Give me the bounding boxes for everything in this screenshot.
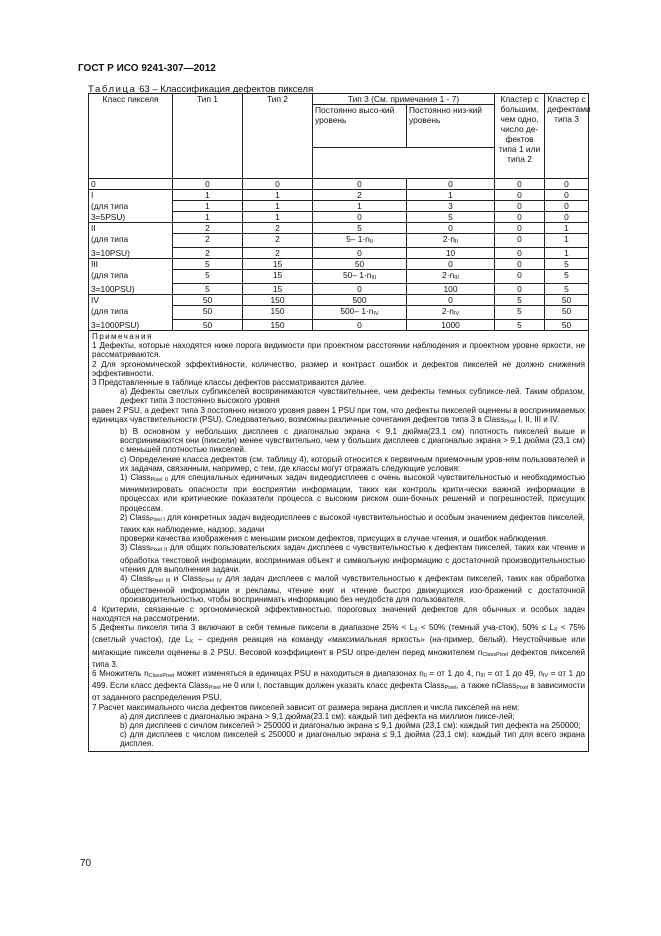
table-cell: 5 — [545, 259, 589, 270]
table-cell: 100 — [407, 284, 495, 295]
note-5: 5 Дефекты пикселя типа 3 включают в себя темные пиксели в диапазоне $25\% < L_X < 50\%$ (темный уча-сток), $50\% \le L_X < 75\%$ (светлый участок), где $L_X$ – средняя реакция на команду «максимальная яркость» (на-пример, белый). Неустойчивые или мигающие пиксели оценены в 2 PSU. Весовой коэффициент в PSU опре-делен перед множителем $n_{ClassPixel}$ дефектов пикселей типа 3. — [92, 623, 586, 669]
table-cell: 15 — [243, 259, 313, 270]
header-cluster-type3: Кластер с дефектами типа 3 — [545, 94, 589, 179]
table-cell: 0 — [313, 284, 407, 295]
table-cell: 1 — [243, 201, 313, 212]
table-cell: 50 — [173, 320, 243, 331]
header-type3-low: Постоянно низ-кий уровень — [407, 105, 495, 148]
row-class-label: 3=1000PSU) — [89, 320, 173, 331]
table-cell: 0 — [495, 259, 545, 270]
header-spacer — [313, 148, 495, 179]
table-cell: 0 — [407, 295, 495, 306]
table-cell: 15 — [243, 284, 313, 295]
table-notes — [89, 331, 589, 752]
pixel-defect-classification-table — [88, 93, 589, 752]
notes-heading: Примечания — [92, 332, 153, 341]
table-row — [89, 201, 589, 212]
header-type3: Тип 3 (См. примечания 1 - 7) — [313, 94, 495, 105]
table-cell: 1 — [243, 212, 313, 223]
page-number: 70 — [80, 858, 92, 869]
table-row — [89, 234, 589, 248]
table-cell: 0 — [407, 179, 495, 190]
table-cell: $2\cdot n_{II}$ — [407, 234, 495, 248]
note-3c-3: 3) Class$_{Pixel II}$ для общих пользовательских задач дисплеев с чувствительностью к дефектам пикселей, таких как чтение и обработка текстовой информации, воспринимая объект и символьную информацию с достаточной производительностью чтения для выполнения задачи. — [120, 543, 586, 574]
table-cell: 0 — [173, 179, 243, 190]
table-row — [89, 248, 589, 259]
table-cell: 0 — [545, 179, 589, 190]
row-class-label: 3=5PSU) — [89, 212, 173, 223]
row-class-label: (для типа — [89, 234, 173, 248]
table-cell: $2\cdot n_{III}$ — [407, 270, 495, 284]
note-3c: с) Определение класса дефектов (см. таблицу 4), который относится к первичным приемочным уров-ням пользователей и их задачам, связанным, например, с тем, где классы могут отражать следующие условия: — [120, 454, 586, 473]
row-class-label: (для типа — [89, 270, 173, 284]
table-row — [89, 190, 589, 201]
table-row — [89, 306, 589, 320]
table-cell: 1 — [407, 190, 495, 201]
note-1: 1 Дефекты, которые находятся ниже порога видимости при проектном расстоянии наблюдения и проектном уровне яркости, не рассматриваются. — [92, 341, 586, 360]
table-cell: 150 — [243, 306, 313, 320]
table-cell: 0 — [495, 190, 545, 201]
table-cell: 1 — [173, 190, 243, 201]
table-cell: 5 — [313, 223, 407, 234]
note-3b: b) В основном у небольших дисплеев с диагональю экрана < 9,1 дюйма(23.1 см) плотность пикселей выше и воспринимаются они (пиксели) менее чувствительно, чем у больших дисплеев с диагональю экрана > 9,1 дюйма (23,1 см) с меньшей плотностью пикселей. — [120, 427, 586, 455]
caption-word: Таблица — [88, 84, 137, 95]
table-cell: 0 — [313, 179, 407, 190]
table-cell: 10 — [407, 248, 495, 259]
table-cell: 1 — [173, 201, 243, 212]
table-cell: 1 — [313, 201, 407, 212]
table-cell: 2 — [173, 248, 243, 259]
table-row — [89, 295, 589, 306]
table-cell: 5 — [495, 295, 545, 306]
table-cell: 2 — [243, 234, 313, 248]
note-3c-4: 4) Class$_{Pixel III}$ и Class$_{Pixel IV}$ для задач дисплеев с малой чувствительностью к дефектам пикселей, таких как обработка общественной информации и рекламы, чтение книг и чтение быстро движущихся изо-бражений с достаточной производительностью, чтобы воспринимать информацию без неудобств для пользователя. — [120, 574, 586, 605]
table-cell: 2 — [173, 234, 243, 248]
table-cell: 5 — [407, 212, 495, 223]
table-cell: 5 — [495, 320, 545, 331]
note-7a: а) для дисплеев с диагональю экрана > 9,1 дюйма(23.1 см): каждый тип дефекта на миллион пиксе-лей; — [120, 711, 515, 721]
table-cell: 0 — [495, 284, 545, 295]
table-row — [89, 223, 589, 234]
note-3: 3 Представленные в таблице классы дефектов рассматриваются далее. — [92, 378, 367, 388]
document-header: ГОСТ Р ИСО 9241-307—2012 — [78, 63, 216, 74]
table-cell: 0 — [495, 234, 545, 248]
note-3a-part1: а) Дефекты светлых субпикселей воспринимаются чувствительнее, чем дефекты темных субпиксе-лей. Таким образом, дефект типа 3 постоянно высокого уровня — [120, 387, 586, 406]
note-2: 2 Для эргономической эффективности, количество, размер и контраст ошибок и дефектов пикселей не должно снижения эффективности. — [92, 359, 586, 378]
header-type1: Тип 1 — [173, 94, 243, 179]
table-row — [89, 259, 589, 270]
table-cell: 0 — [407, 223, 495, 234]
table-cell: 0 — [313, 248, 407, 259]
table-cell: 5 — [173, 259, 243, 270]
note-6: 6 Множитель $n_{ClassPixel}$ может изменяться в единицах PSU и находиться в диапазонах $n_{II}$ = от 1 до 4, $n_{III}$ = от 1 до 49, $n_{IV}$ = от 1 до 499. Если класс дефекта Class$_{Pixel}$ не 0 или I, поставщик должен указать класс дефекта Class$_{Pixel}$, а также nClass$_{Pixel}$ в зависимости от заданного распределения PSU. — [92, 668, 586, 703]
table-row — [89, 320, 589, 331]
note-3a-part2: равен 2 PSU, а дефект типа 3 постоянно низкого уровня равен 1 PSU при том, что дефекты пикселей оценены в воспринимаемых единицах чувствительности (PSU). Следовательно, возможны различные сочетания дефектов типа 3 в Class$_{Pixel}$ I, II, III и IV. — [92, 405, 586, 425]
table-cell: 2 — [243, 223, 313, 234]
table-cell: 5 — [173, 284, 243, 295]
header-type3-high: Постоянно высо-кий уровень — [313, 105, 407, 148]
row-class-label: 0 — [89, 179, 173, 190]
table-cell: 150 — [243, 295, 313, 306]
table-cell: 500 — [313, 295, 407, 306]
table-cell: 0 — [495, 270, 545, 284]
table-cell: 5 — [545, 270, 589, 284]
table-cell: 2 — [313, 190, 407, 201]
table-row — [89, 179, 589, 190]
row-class-label: (для типа — [89, 201, 173, 212]
table-cell: 5 — [545, 284, 589, 295]
caption-text: 63 – Классификация дефектов пикселя — [139, 84, 314, 95]
table-cell: 0 — [495, 248, 545, 259]
table-cell: 2 — [173, 223, 243, 234]
row-class-label: III — [89, 259, 173, 270]
table-cell: 0 — [313, 320, 407, 331]
table-cell: 0 — [545, 190, 589, 201]
table-cell: 1000 — [407, 320, 495, 331]
table-cell: 1 — [545, 248, 589, 259]
row-class-label: 3=10PSU) — [89, 248, 173, 259]
table-cell: 50 — [173, 306, 243, 320]
table-cell: 50 — [173, 295, 243, 306]
header-cluster-more: Кластер с большим, чем одно, число де-фектов типа 1 или типа 2 — [495, 94, 545, 179]
row-class-label: II — [89, 223, 173, 234]
table-cell: 0 — [407, 259, 495, 270]
table-cell: 1 — [173, 212, 243, 223]
table-cell: 5 — [495, 306, 545, 320]
table-cell: 0 — [243, 179, 313, 190]
row-class-label: 3=100PSU) — [89, 284, 173, 295]
header-type2: Тип 2 — [243, 94, 313, 179]
note-3c-2-cont: проверки качества изображения с меньшим риском дефектов, присущих в случае чтения, и ошибок наблюдения. — [120, 534, 548, 544]
table-cell: 1 — [545, 223, 589, 234]
row-class-label: I — [89, 190, 173, 201]
table-cell: 0 — [495, 223, 545, 234]
table-body — [89, 179, 589, 331]
table-row — [89, 270, 589, 284]
note-7: 7 Расчет максимального числа дефектов пикселей зависит от размера экрана дисплея и числа пикселей на нем: — [92, 702, 520, 712]
note-3c-2: 2) Class$_{Pixel I}$ для конкретных задач видеодисплеев с высокой чувствительностью и особым значением дефектов пикселей, таких как наблюдение, надзор, задачи — [120, 512, 586, 535]
table-cell: 1 — [545, 234, 589, 248]
table-cell: 1 — [243, 190, 313, 201]
table-cell: 50 — [545, 295, 589, 306]
table-cell: 0 — [495, 212, 545, 223]
table-row — [89, 212, 589, 223]
row-class-label: (для типа — [89, 306, 173, 320]
note-7b: b) для дисплеев с сичлом пикселей > 250000 и диагональю экрана ≤ 9,1 дюйма (23,1 см): каждый тип дефекта на 250000; — [120, 720, 581, 730]
table-cell: 15 — [243, 270, 313, 284]
table-cell: 0 — [545, 212, 589, 223]
row-class-label: IV — [89, 295, 173, 306]
table-cell: 0 — [313, 212, 407, 223]
table-cell: 150 — [243, 320, 313, 331]
note-4: 4 Критерии, связанные с эргономической эффективностью, пороговых значений дефектов для обычных и особых задач находятся на рассмотрении. — [92, 604, 586, 623]
table-cell: 0 — [495, 179, 545, 190]
table-cell: 50– $1\cdot n_{III}$ — [313, 270, 407, 284]
table-cell: 3 — [407, 201, 495, 212]
table-cell: 50 — [545, 306, 589, 320]
table-cell: 0 — [545, 201, 589, 212]
table-cell: 5 — [173, 270, 243, 284]
table-cell: 2 — [243, 248, 313, 259]
table-cell: 0 — [495, 201, 545, 212]
header-pixel-class: Класс пикселя — [89, 94, 173, 179]
table-cell: 50 — [545, 320, 589, 331]
note-7c: с) для дисплеев с числом пикселей ≤ 250000 и диагональю экрана ≤ 9,1 дюйма (23,1 см): каждый тип для всего экрана дисплея. — [120, 730, 586, 749]
table-cell: 50 — [313, 259, 407, 270]
note-3c-1: 1) Class$_{Pixel 0}$ для специальных единичных задач видеодисплеев с очень высокой чувствительностью и необходимостью минимизировать опасности при восприятии информации, таких как контроль крити-чески важной информации в процессах или критические показатели процесса с высоким риском оши-бочных решений и погрешностей, присущих процессам. — [120, 473, 586, 513]
table-row — [89, 284, 589, 295]
table-cell: $2\cdot n_{IV}$ — [407, 306, 495, 320]
table-cell: 5– $1\cdot n_{II}$ — [313, 234, 407, 248]
table-cell: 500– $1\cdot n_{IV}$ — [313, 306, 407, 320]
